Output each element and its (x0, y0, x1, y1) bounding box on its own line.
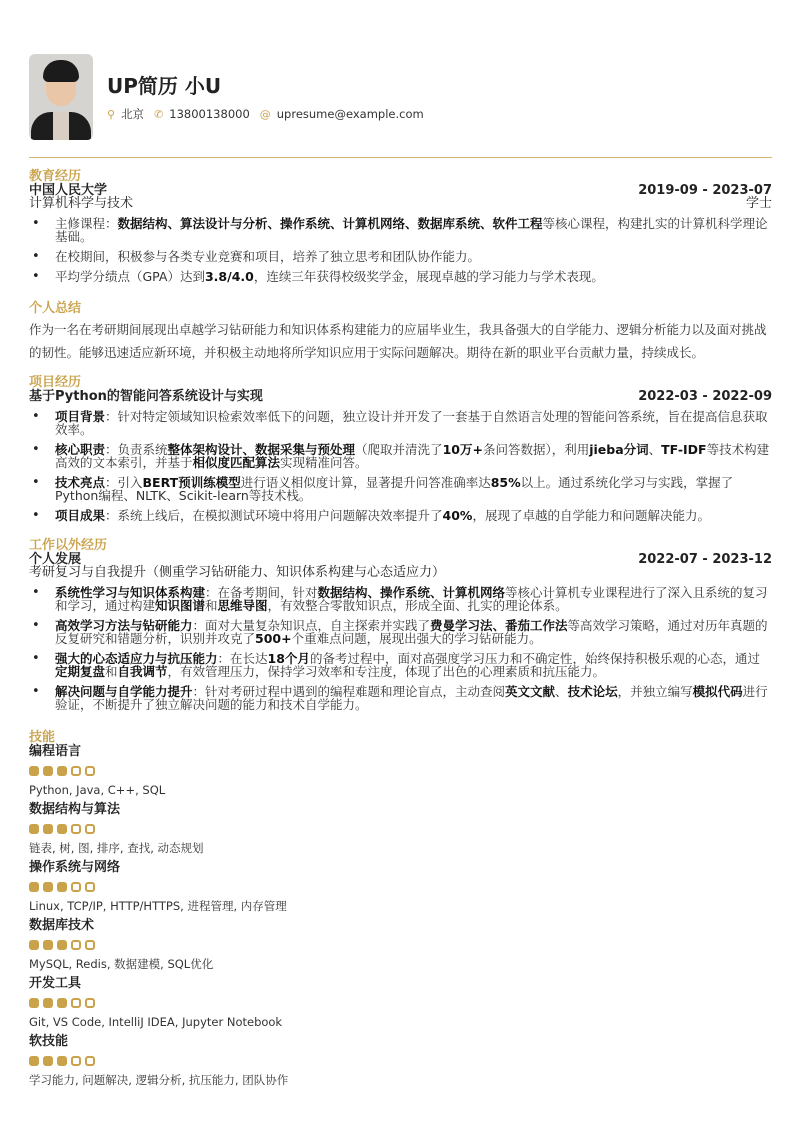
rating-dot (43, 882, 53, 892)
skill-rating (29, 766, 772, 776)
text: 的备考过程中，面对高强度学习压力和不确定性，始终保持积极乐观的心态，通过 (309, 651, 760, 666)
text: 和 (205, 598, 218, 613)
section-title: 工作以外经历 (29, 538, 108, 553)
text: ：针对特定领域知识检索效率低下的问题，独立设计并开发了一套基于自然语言处理的智能问答系统，旨在提高信息获取效率。 (55, 409, 768, 437)
text: ：引入 (105, 475, 143, 490)
candidate-name: UP简历 小U (107, 74, 222, 98)
rating-dot (57, 1056, 67, 1066)
bold-text: 定期复盘 (55, 664, 106, 679)
bold-text: 思维导图 (217, 598, 268, 613)
rating-dot (71, 824, 81, 834)
bold-text: 知识图谱 (155, 598, 206, 613)
text: ，并独立编写 (617, 684, 693, 699)
experience-dates: 2022-07 - 2023-12 (638, 552, 772, 567)
bold-text: 技术论坛 (567, 684, 618, 699)
bullet-item (29, 509, 772, 522)
map-pin-icon: ⚲ (107, 107, 116, 121)
rating-dot (71, 882, 81, 892)
skill-rating (29, 824, 772, 834)
profile-photo (29, 54, 93, 140)
text: 实现精准问答。 (280, 455, 368, 470)
rating-dot (57, 940, 67, 950)
text: 条问答数据），利用 (482, 442, 590, 457)
bold-text: 85% (490, 475, 521, 490)
text: 个重难点问题，展现出强大的学习钻研能力。 (291, 631, 542, 646)
rating-dot (29, 998, 39, 1008)
rating-dot (71, 1056, 81, 1066)
rating-dot (43, 940, 53, 950)
phone-icon: ✆ (154, 107, 164, 121)
skill-group (29, 745, 772, 797)
rating-dot (29, 1056, 39, 1066)
skill-name: 操作系统与网络 (29, 860, 121, 875)
bullet-item (29, 410, 772, 436)
text: ：系统上线后，在模拟测试环境中将用户问题解决效率提升了 (105, 508, 443, 523)
text: 等高效学习策略，通过对历年真题的反复研究和错题分析，识别并攻克了 (55, 618, 768, 646)
bold-text: 模拟代码 (692, 684, 743, 699)
text: ：在长达 (217, 651, 268, 666)
email[interactable]: upresume@example.com (276, 107, 424, 121)
bold-text: 核心职责 (55, 442, 106, 457)
bold-text: BERT预训练模型 (142, 475, 241, 490)
at-icon: @ (259, 107, 271, 121)
bullet-item (29, 652, 772, 678)
project-dates: 2022-03 - 2022-09 (638, 389, 772, 404)
rating-dot (85, 882, 95, 892)
skill-group (29, 977, 772, 1029)
section-title: 个人总结 (29, 301, 82, 316)
text: ：针对考研过程中遇到的编程难题和理论盲点，主动查阅 (192, 684, 506, 699)
projects-section (29, 376, 772, 522)
bullet-item (29, 685, 772, 711)
school-name: 中国人民大学 (29, 183, 108, 198)
bullet-item (29, 619, 772, 645)
skill-items: Linux, TCP/IP, HTTP/HTTPS, 进程管理, 内存管理 (29, 899, 287, 913)
rating-dot (43, 998, 53, 1008)
text: 以上。通过系统化学习与实践，掌握了Python编程、NLTK、Scikit-learn等技术栈。 (55, 475, 734, 503)
major: 计算机科学与技术 (29, 196, 134, 211)
skill-name: 数据库技术 (29, 918, 95, 933)
project-name: 基于Python的智能问答系统设计与实现 (29, 389, 263, 404)
bold-text: 项目成果 (55, 508, 106, 523)
education-dates: 2019-09 - 2023-07 (638, 183, 772, 198)
degree: 学士 (745, 196, 772, 211)
bold-text: 整体架构设计、数据采集与预处理 (167, 442, 356, 457)
text: 、 (555, 684, 568, 699)
rating-dot (29, 882, 39, 892)
bold-text: jieba分词 (589, 442, 649, 457)
education-bullets (29, 217, 772, 283)
bold-text: 相似度匹配算法 (192, 455, 281, 470)
summary-section (29, 302, 772, 364)
text: 进行验证，不断提升了独立解决问题的能力和技术自学能力。 (55, 684, 768, 712)
skills-section (29, 731, 772, 1087)
skill-name: 开发工具 (29, 976, 82, 991)
bold-text: TF-IDF (661, 442, 707, 457)
rating-dot (57, 998, 67, 1008)
location: 北京 (121, 107, 145, 121)
summary-text: 作为一名在考研期间展现出卓越学习钻研能力和知识体系构建能力的应届毕业生，我具备强大的自学能力、逻辑分析能力以及面对挑战的韧性。能够迅速适应新环境，并积极主动地将所学知识应用于实际问题解决。期待在新的职业平台贡献力量，持续成长。 (29, 322, 767, 360)
rating-dot (71, 998, 81, 1008)
rating-dot (71, 940, 81, 950)
text: 平均学分绩点（GPA）达到 (55, 269, 205, 284)
rating-dot (43, 824, 53, 834)
rating-dot (43, 1056, 53, 1066)
rating-dot (57, 766, 67, 776)
bold-text: 18个月 (267, 651, 310, 666)
bullet-item (29, 250, 772, 263)
bold-text: 解决问题与自学能力提升 (55, 684, 193, 699)
experience-name: 个人发展 (29, 552, 82, 567)
rating-dot (43, 766, 53, 776)
bullet-item (29, 270, 772, 283)
skill-group (29, 919, 772, 971)
rating-dot (85, 824, 95, 834)
text: 等核心课程，构建扎实的计算机科学理论基础。 (55, 216, 768, 244)
text: 等技术构建高效的文本索引，并基于 (55, 442, 770, 470)
text: 和 (105, 664, 118, 679)
rating-dot (85, 940, 95, 950)
bullet-item (29, 586, 772, 612)
text: （爬取并清洗了 (355, 442, 443, 457)
rating-dot (29, 940, 39, 950)
bullet-item (29, 443, 772, 469)
skill-group (29, 803, 772, 855)
section-title: 教育经历 (29, 169, 82, 184)
skill-rating (29, 1056, 772, 1066)
rating-dot (57, 824, 67, 834)
bold-text: 强大的心态适应力与抗压能力 (55, 651, 218, 666)
text: ，有效管理压力，保持学习效率和专注度，体现了出色的心理素质和抗压能力。 (167, 664, 606, 679)
bold-text: 500+ (255, 631, 292, 646)
rating-dot (85, 766, 95, 776)
experience-bullets (29, 586, 772, 711)
skill-group (29, 861, 772, 913)
bold-text: 数据结构、操作系统、计算机网络 (317, 585, 506, 600)
phone: 13800138000 (169, 107, 250, 121)
skill-rating (29, 940, 772, 950)
bold-text: 10万+ (442, 442, 483, 457)
skill-rating (29, 998, 772, 1008)
text: 主修课程： (55, 216, 118, 231)
contact-line (107, 106, 434, 122)
skill-name: 数据结构与算法 (29, 802, 121, 817)
bold-text: 3.8/4.0 (204, 269, 254, 284)
bullet-item (29, 217, 772, 243)
bold-text: 高效学习方法与钻研能力 (55, 618, 193, 633)
rating-dot (29, 766, 39, 776)
text: ，展现了卓越的自学能力和问题解决能力。 (472, 508, 710, 523)
bold-text: 自我调节 (117, 664, 168, 679)
bold-text: 技术亮点 (55, 475, 106, 490)
skill-items: 学习能力, 问题解决, 逻辑分析, 抗压能力, 团队协作 (29, 1073, 289, 1087)
text: 等核心计算机专业课程进行了深入且系统的复习和学习，通过构建 (55, 585, 768, 613)
bold-text: 英文文献 (505, 684, 556, 699)
rating-dot (85, 998, 95, 1008)
bold-text: 费曼学习法、番茄工作法 (430, 618, 568, 633)
project-bullets (29, 410, 772, 522)
skill-items: Git, VS Code, IntelliJ IDEA, Jupyter Notebook (29, 1015, 283, 1029)
skill-name: 软技能 (29, 1034, 69, 1049)
text: ：负责系统 (105, 442, 168, 457)
skill-items: MySQL, Redis, 数据建模, SQL优化 (29, 957, 214, 971)
experience-subtitle: 考研复习与自我提升（侧重学习钻研能力、知识体系构建与心态适应力） (29, 565, 446, 580)
bold-text: 40% (442, 508, 473, 523)
section-title: 技能 (29, 730, 56, 745)
bold-text: 系统性学习与知识体系构建 (55, 585, 206, 600)
text: 在校期间，积极参与各类专业竞赛和项目，培养了独立思考和团队协作能力。 (55, 249, 481, 264)
bullet-item (29, 476, 772, 502)
section-title: 项目经历 (29, 375, 82, 390)
header-divider (29, 157, 772, 158)
text: ，有效整合零散知识点，形成全面、扎实的理论体系。 (267, 598, 568, 613)
skill-items: 链表, 树, 图, 排序, 查找, 动态规划 (29, 841, 204, 855)
text: ，连续三年获得校级奖学金，展现卓越的学习能力与学术表现。 (253, 269, 604, 284)
text: ：面对大量复杂知识点，自主探索并实践了 (192, 618, 431, 633)
education-section (29, 170, 772, 283)
skill-group (29, 1035, 772, 1087)
other-experience-section (29, 539, 772, 711)
rating-dot (29, 824, 39, 834)
text: ：在备考期间，针对 (205, 585, 318, 600)
bold-text: 项目背景 (55, 409, 106, 424)
skill-rating (29, 882, 772, 892)
rating-dot (85, 1056, 95, 1066)
text: 进行语义相似度计算，显著提升问答准确率达 (240, 475, 491, 490)
resume-header (29, 54, 434, 140)
rating-dot (57, 882, 67, 892)
skill-items: Python, Java, C++, SQL (29, 783, 166, 797)
bold-text: 数据结构、算法设计与分析、操作系统、计算机网络、数据库系统、软件工程 (117, 216, 543, 231)
skill-name: 编程语言 (29, 744, 82, 759)
text: 、 (648, 442, 662, 457)
rating-dot (71, 766, 81, 776)
